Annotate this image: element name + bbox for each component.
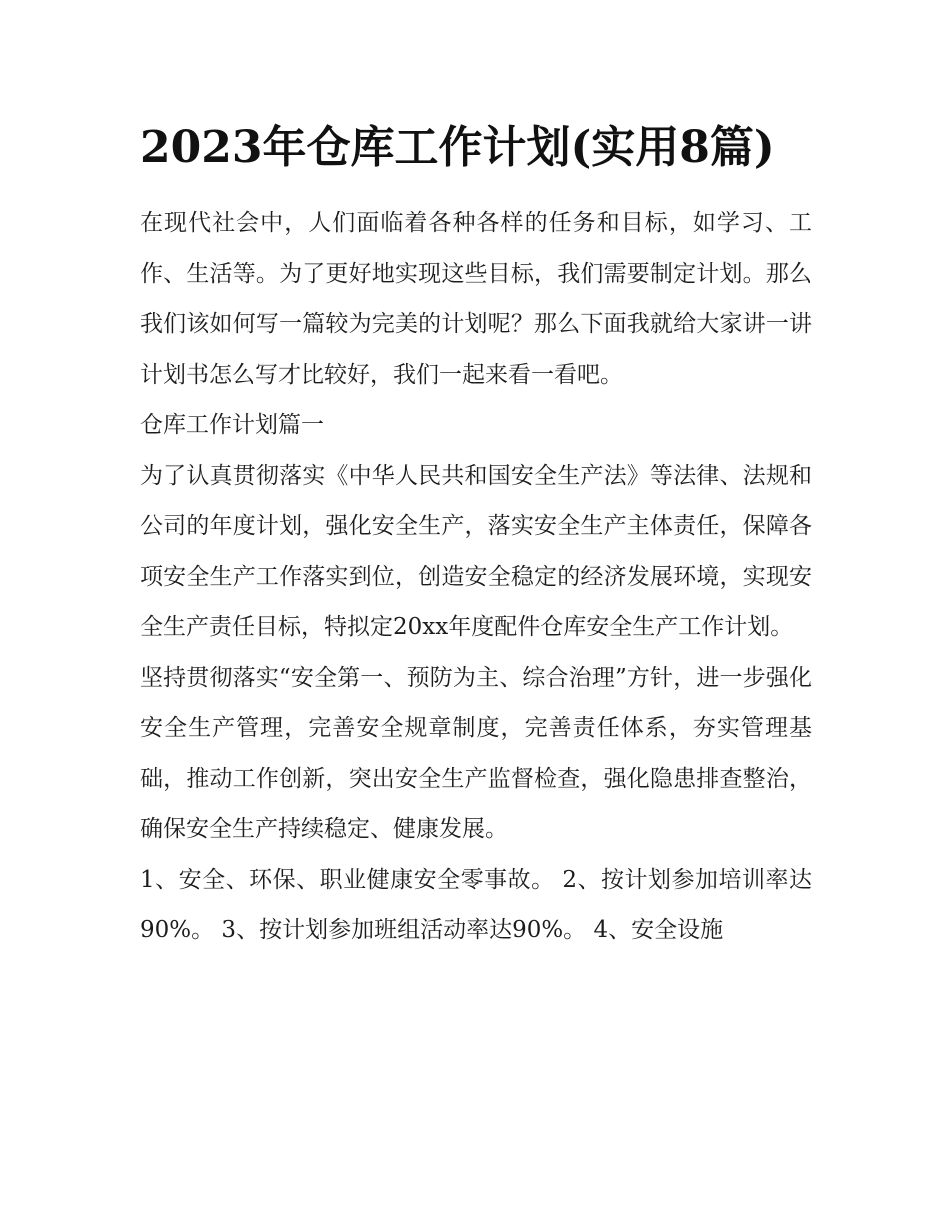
goals-paragraph: 1、安全、环保、职业健康安全零事故。 2、按计划参加培训率达90%。 3、按计划参加班组活动率达90%。 4、安全设施 xyxy=(140,866,812,943)
document-title: 2023年仓库工作计划(实用8篇) xyxy=(140,122,775,173)
document-body xyxy=(140,198,812,956)
intro-paragraph: 在现代社会中，人们面临着各种各样的任务和目标，如学习、工作、生活等。为了更好地实现这些目标，我们需要制定计划。那么我们该如何写一篇较为完美的计划呢？那么下面我就给大家讲一讲计划书怎么写才比较好，我们一起来看一看吧。 xyxy=(140,210,812,388)
section-heading: 仓库工作计划篇一 xyxy=(140,412,324,438)
body-paragraph: 坚持贯彻落实“安全第一、预防为主、综合治理”方针，进一步强化安全生产管理，完善安全规章制度，完善责任体系，夯实管理基础，推动工作创新，突出安全生产监督检查，强化隐患排查整治，确保安全生产持续稳定、健康发展。 xyxy=(140,664,812,842)
body-paragraph: 为了认真贯彻落实《中华人民共和国安全生产法》等法律、法规和公司的年度计划，强化安全生产，落实安全生产主体责任，保障各项安全生产工作落实到位，创造安全稳定的经济发展环境，实现安全生产责任目标，特拟定20xx年度配件仓库安全生产工作计划。 xyxy=(140,462,812,640)
document-content xyxy=(140,112,812,956)
